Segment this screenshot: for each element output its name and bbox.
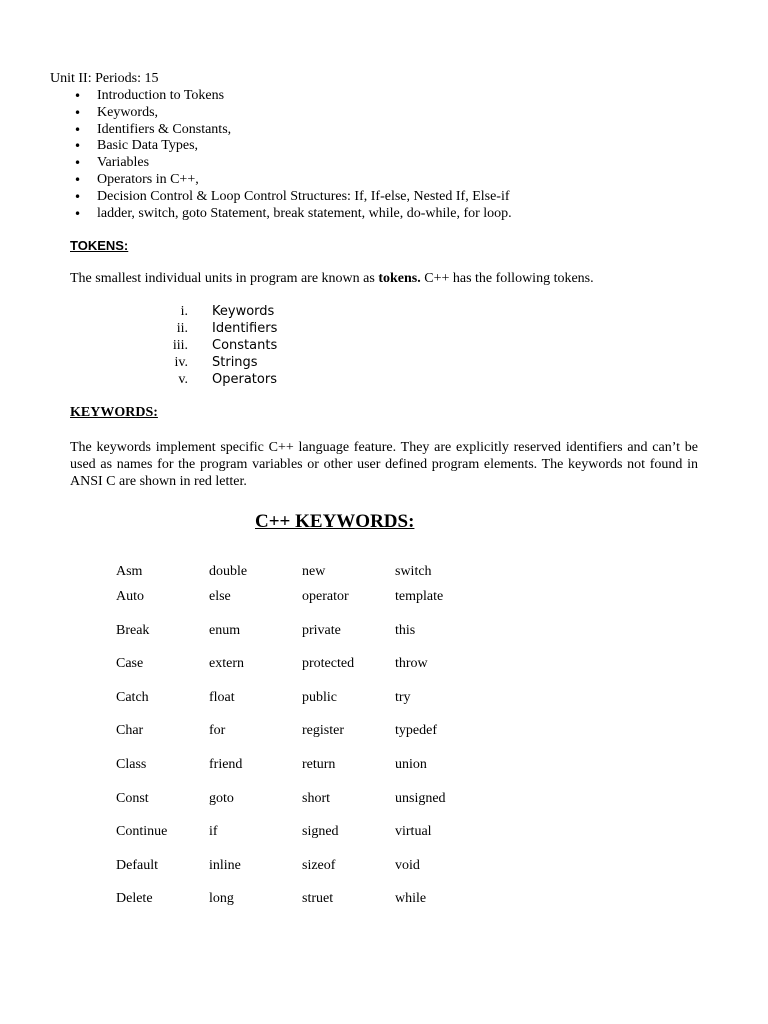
keyword-cell: Const <box>116 790 149 806</box>
token-type-item <box>150 354 277 371</box>
keyword-cell: void <box>395 857 420 873</box>
table-row <box>116 689 488 723</box>
keyword-cell: friend <box>209 756 243 772</box>
list-numeral: iii. <box>172 338 188 353</box>
token-type-label: Keywords <box>212 304 275 319</box>
token-type-item <box>150 371 277 388</box>
keyword-cell: Auto <box>116 589 144 604</box>
topic-item: • Decision Control & Loop Control Structures: If, If-else, Nested If, Else-if <box>50 189 512 206</box>
tokens-bold-term: tokens. <box>378 271 421 286</box>
keyword-cell: new <box>302 564 326 579</box>
keyword-cell: this <box>395 622 416 638</box>
keywords-heading: KEYWORDS: <box>70 405 158 420</box>
keyword-cell: else <box>209 589 231 604</box>
keyword-cell: private <box>302 622 341 638</box>
list-numeral: i. <box>180 304 188 319</box>
keyword-cell: for <box>209 723 226 739</box>
keyword-cell: template <box>395 589 444 604</box>
keyword-cell: register <box>302 723 344 739</box>
keyword-cell: Catch <box>116 689 149 705</box>
keyword-cell: Case <box>116 656 144 672</box>
keyword-cell: try <box>395 689 411 705</box>
keyword-cell: Asm <box>116 564 143 579</box>
token-type-label: Strings <box>212 355 258 370</box>
table-row <box>116 563 488 588</box>
topic-item: • Basic Data Types, <box>50 138 512 155</box>
keyword-cell: typedef <box>395 723 437 739</box>
table-row <box>116 823 488 857</box>
keyword-cell: throw <box>395 656 428 672</box>
keyword-cell: double <box>209 564 248 579</box>
keyword-cell: signed <box>302 824 339 840</box>
keyword-cell: goto <box>209 790 234 806</box>
topic-item: • Keywords, <box>50 105 512 122</box>
token-type-label: Constants <box>212 338 278 353</box>
keyword-cell: return <box>302 756 336 772</box>
keyword-cell: short <box>302 790 330 806</box>
list-numeral: v. <box>178 372 188 387</box>
token-type-item <box>150 337 277 354</box>
keyword-cell: if <box>209 824 218 840</box>
keyword-cell: union <box>395 756 427 772</box>
keyword-cell: operator <box>302 589 349 604</box>
keyword-cell: Continue <box>116 824 168 840</box>
keyword-cell: inline <box>209 857 241 873</box>
keyword-cell: virtual <box>395 824 432 840</box>
topic-item: • Identifiers & Constants, <box>50 122 512 139</box>
keywords-paragraph: The keywords implement specific C++ language feature. They are explicitly reserved identifiers and can’t be used as names for the program variables or other user defined program elements. The keywords not found in ANSI C are shown in red letter. <box>70 440 698 489</box>
keyword-cell: public <box>302 689 337 705</box>
unit-title: Unit II: Periods: 15 <box>50 71 159 86</box>
keywords-table-body <box>116 563 488 924</box>
table-row <box>116 890 488 924</box>
keyword-cell: struet <box>302 891 334 907</box>
keyword-cell: protected <box>302 656 355 672</box>
topic-item: • Variables <box>50 155 512 172</box>
keyword-cell: switch <box>395 564 432 579</box>
topic-item: • Introduction to Tokens <box>50 88 512 105</box>
table-row <box>116 722 488 756</box>
keyword-cell: enum <box>209 622 241 638</box>
keyword-cell: extern <box>209 656 244 672</box>
table-row <box>116 756 488 790</box>
keywords-table-title: C++ KEYWORDS: <box>255 511 415 532</box>
keyword-cell: while <box>395 891 427 907</box>
tokens-paragraph-text: The smallest individual units in program are known as <box>70 271 379 286</box>
tokens-paragraph-text-end: C++ has the following tokens. <box>420 271 594 286</box>
tokens-heading: TOKENS: <box>70 238 129 253</box>
token-type-label: Operators <box>212 372 277 387</box>
table-row <box>116 857 488 891</box>
token-type-label: Identifiers <box>212 321 278 336</box>
keyword-cell: sizeof <box>302 857 336 873</box>
topic-list <box>50 88 512 222</box>
list-numeral: ii. <box>176 321 188 336</box>
keyword-cell: Char <box>116 723 144 739</box>
token-type-item <box>150 320 277 337</box>
keyword-cell: unsigned <box>395 790 446 806</box>
token-types-list <box>150 303 277 388</box>
table-row <box>116 622 488 656</box>
tokens-paragraph <box>70 270 698 287</box>
table-row <box>116 655 488 689</box>
token-type-item <box>150 303 277 320</box>
keyword-cell: Class <box>116 756 147 772</box>
keywords-table <box>116 563 488 924</box>
keyword-cell: float <box>209 689 235 705</box>
keyword-cell: Break <box>116 622 150 638</box>
keyword-cell: Default <box>116 857 158 873</box>
table-row <box>116 588 488 622</box>
table-row <box>116 790 488 824</box>
keyword-cell: long <box>209 891 234 907</box>
list-numeral: iv. <box>174 355 188 370</box>
topic-item: • Operators in C++, <box>50 172 512 189</box>
topic-item: • ladder, switch, goto Statement, break statement, while, do-while, for loop. <box>50 206 512 223</box>
keyword-cell: Delete <box>116 891 153 907</box>
